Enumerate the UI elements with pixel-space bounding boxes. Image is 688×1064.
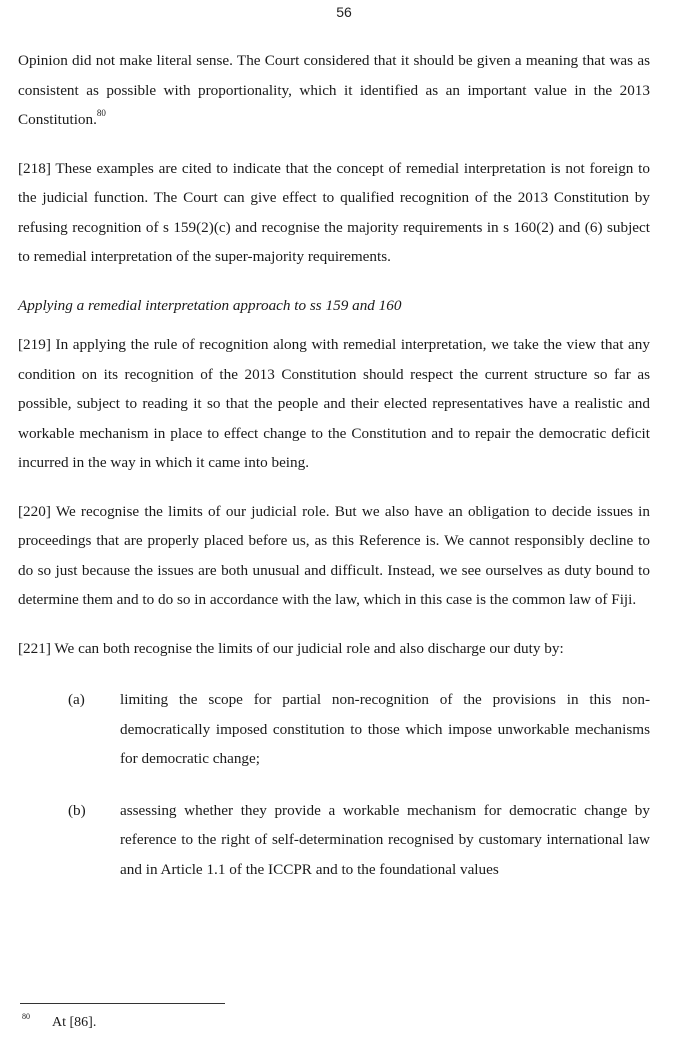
paragraph-221: [221] We can both recognise the limits of our judicial role and also discharge our duty by: xyxy=(18,639,564,657)
page-number: 56 xyxy=(336,4,352,20)
footnote xyxy=(22,1011,96,1035)
document-body xyxy=(18,46,650,906)
list-item-a xyxy=(68,685,650,774)
paragraph-continued-text: Opinion did not make literal sense. The Court considered that it should be given a meaning that was as consistent as possible with proportionality, which it identified as an important value in the 2013 Constitution. xyxy=(18,52,650,128)
footnote-number: 80 xyxy=(22,1012,30,1021)
paragraph-218: [218] These examples are cited to indicate that the concept of remedial interpretation is not foreign to the judicial function. The Court can give effect to qualified recognition of the 2013 Constitution by refusing recognition of s 159(2)(c) and recognise the majority requirements in s 160(2) and (6) subject to remedial interpretation of the super-majority requirements. xyxy=(18,159,650,265)
list-item-text: assessing whether they provide a workable mechanism for democratic change by reference to the right of self-determination recognised by customary international law and in Article 1.1 of the ICCPR and to the foundational values xyxy=(120,801,650,878)
paragraph-220: [220] We recognise the limits of our judicial role. But we also have an obligation to decide issues in proceedings that are properly placed before us, as this Reference is. We cannot responsibly decline to do so just because the issues are both unusual and difficult. Instead, we see ourselves as duty bound to determine them and to do so in accordance with the law, which in this case is the common law of Fiji. xyxy=(18,502,650,608)
section-heading: Applying a remedial interpretation approach to ss 159 and 160 xyxy=(18,296,402,314)
list-marker: (b) xyxy=(68,801,86,819)
footnote-ref[interactable]: 80 xyxy=(96,107,106,118)
paragraph-219: [219] In applying the rule of recognition along with remedial interpretation, we take the view that any condition on its recognition of the 2013 Constitution should respect the current structure so far as possible, subject to reading it so that the people and their elected representatives have a realistic and workable mechanism in place to effect change to the Constitution and to repair the democratic deficit incurred in the way in which it came into being. xyxy=(18,336,650,471)
list-item-text: limiting the scope for partial non-recognition of the provisions in this non-democratically imposed constitution to those which impose unworkable mechanisms for democratic change; xyxy=(120,691,650,767)
paragraph-continued xyxy=(18,46,650,135)
list-item-b xyxy=(68,796,650,885)
list-marker: (a) xyxy=(68,691,85,708)
footnote-divider xyxy=(20,1003,225,1004)
footnote-text: At [86]. xyxy=(52,1015,97,1030)
